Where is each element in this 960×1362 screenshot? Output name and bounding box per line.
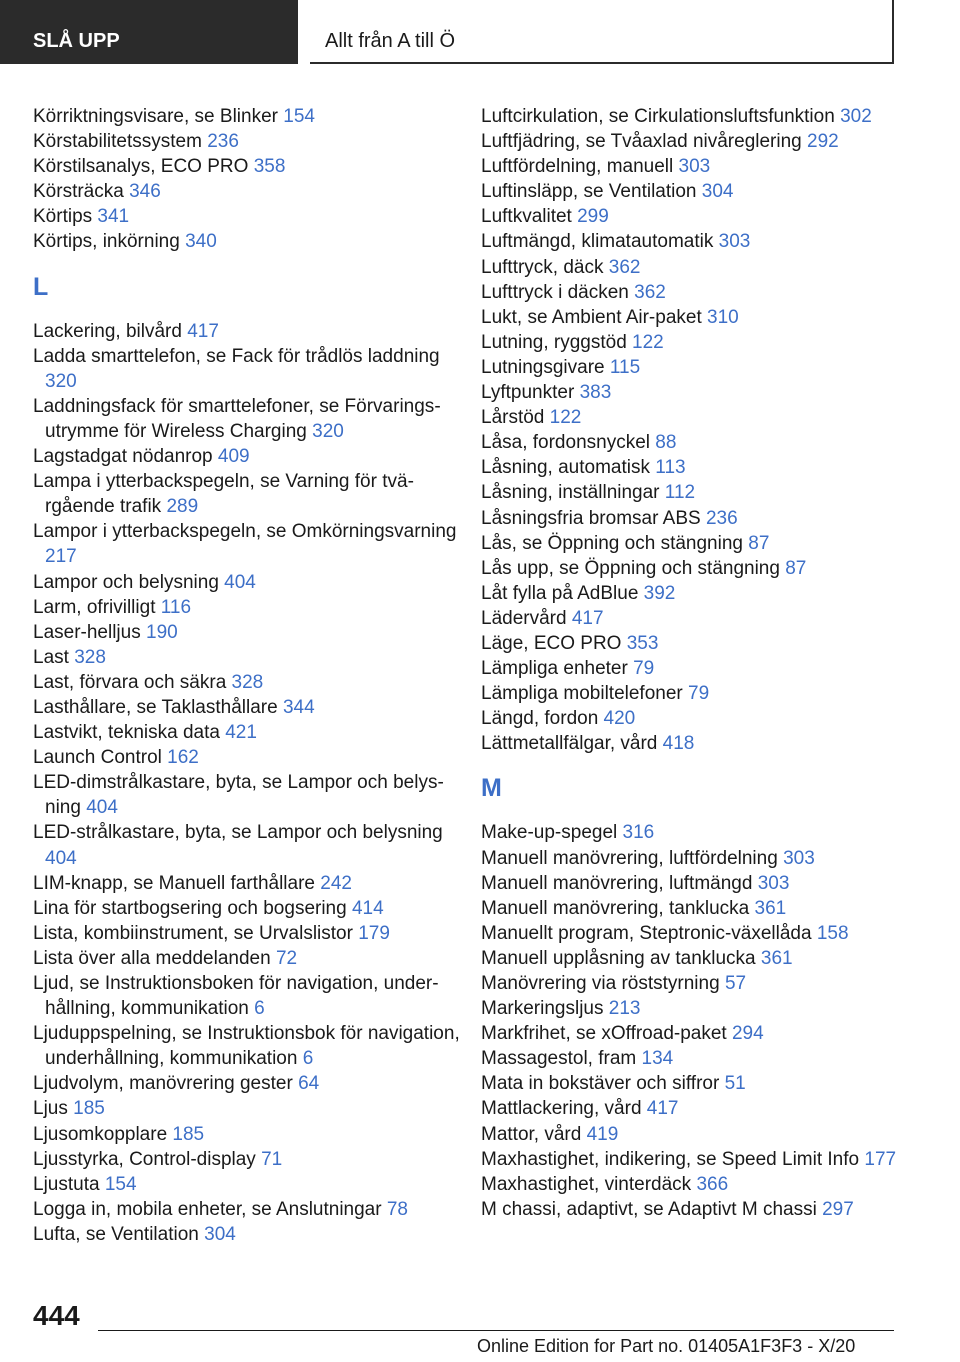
index-entry-text: Lufttryck i däcken	[481, 281, 629, 303]
page-reference-link[interactable]: 341	[97, 206, 130, 228]
page-reference-link[interactable]: 6	[302, 1048, 314, 1070]
index-entry	[481, 355, 911, 380]
index-entry-text: Laddningsfack för smarttelefoner, se Förvaringsutrymme för Wireless Charging	[33, 395, 441, 442]
index-column-left	[33, 104, 463, 1247]
page-reference-link[interactable]: 304	[204, 1223, 236, 1245]
page-reference-link[interactable]: 88	[655, 432, 677, 454]
page-reference-link[interactable]: 414	[351, 897, 384, 919]
index-entry	[33, 595, 463, 620]
index-entry-text: Lutningsgivare	[481, 356, 605, 378]
index-entry-text: LED-strålkastare, byta, se Lampor och belysning	[33, 822, 443, 844]
page-reference-link[interactable]: 294	[731, 1023, 764, 1045]
index-entry-text: Lyftpunkter	[481, 382, 575, 404]
index-entry-text: Make-up-spegel	[481, 822, 618, 844]
index-entry	[33, 620, 463, 645]
page-reference-link[interactable]: 303	[757, 872, 790, 894]
index-entry	[481, 631, 911, 656]
index-entry	[33, 921, 463, 946]
page-reference-link[interactable]: 292	[807, 131, 839, 153]
index-entry-text: Lämpliga mobiltelefoner	[481, 683, 683, 705]
index-entry	[481, 1096, 911, 1121]
index-entry-text: Manuell manövrering, luftfördelning	[481, 847, 778, 869]
index-entry-text: Lista, kombiinstrument, se Urvalslistor	[33, 922, 353, 944]
index-entry-text: Ljuduppspelning, se Instruktionsbok för navigation, underhållning, kommunikation	[33, 1023, 460, 1070]
index-entry-text: Lasthållare, se Taklasthållare	[33, 696, 278, 718]
page-reference-link[interactable]: 185	[73, 1098, 105, 1120]
index-entry	[481, 581, 911, 606]
index-entry-text: Ljus	[33, 1098, 68, 1120]
index-entry	[33, 1172, 463, 1197]
index-entry	[33, 204, 463, 229]
edition-text: Online Edition for Part no. 01405A1F3F3 - X/20	[477, 1336, 856, 1356]
page-reference-link[interactable]: 340	[185, 231, 217, 253]
page-reference-link[interactable]: 190	[146, 621, 178, 643]
index-entry-text: Luftfördelning, manuell	[481, 156, 674, 178]
index-entry	[33, 394, 463, 444]
page-reference-link[interactable]: 162	[167, 747, 199, 769]
index-entry	[481, 1147, 911, 1172]
index-entry	[33, 770, 463, 820]
index-entry-text: Längd, fordon	[481, 708, 599, 730]
index-entry-text: Manuell manövrering, tanklucka	[481, 897, 750, 919]
index-letter-heading: L	[33, 272, 49, 301]
page-reference-link[interactable]: 179	[358, 922, 390, 944]
index-entry	[33, 570, 463, 595]
index-entry-text: Ljusomkopplare	[33, 1123, 168, 1145]
index-entry-text: Lastvikt, tekniska data	[33, 722, 220, 744]
index-entry-text: Ljudvolym, manövrering gester	[33, 1073, 293, 1095]
index-entry-text: Manuell upplåsning av tanklucka	[481, 947, 756, 969]
index-entry-text: Låsning, automatisk	[481, 457, 650, 479]
page-reference-link[interactable]: 71	[261, 1148, 283, 1170]
index-entry-text: Lämpliga enheter	[481, 658, 628, 680]
page-reference-link[interactable]: 6	[254, 998, 265, 1020]
index-entry	[33, 971, 463, 1021]
index-entry-text: Mattor, vård	[481, 1123, 582, 1145]
page-reference-link[interactable]: 366	[696, 1173, 729, 1195]
page-reference-link[interactable]: 115	[609, 356, 641, 378]
page-reference-link[interactable]: 304	[701, 181, 734, 203]
index-entry-text: Lutning, ryggstöd	[481, 331, 627, 353]
page-reference-link[interactable]: 122	[549, 407, 582, 429]
page-reference-link[interactable]: 420	[603, 708, 636, 730]
chapter-tab	[310, 0, 894, 64]
index-entry	[481, 971, 911, 996]
index-entry	[33, 519, 463, 569]
index-entry	[481, 1021, 911, 1046]
page-reference-link[interactable]: 344	[282, 696, 315, 718]
index-entry	[33, 1096, 463, 1121]
index-entry	[33, 179, 463, 204]
index-entry-text: Lagstadgat nödanrop	[33, 446, 213, 468]
index-entry	[481, 154, 911, 179]
index-entry-text: Last	[33, 646, 69, 668]
index-entry-text: Luftkvalitet	[481, 206, 572, 228]
index-entry	[481, 706, 911, 731]
index-entry-text: Maxhastighet, vinterdäck	[481, 1173, 692, 1195]
page-reference-link[interactable]: 404	[86, 797, 118, 819]
page-reference-link[interactable]: 158	[816, 922, 849, 944]
index-entry	[481, 480, 911, 505]
index-entry-text: Låsa, fordonsnyckel	[481, 432, 650, 454]
page-reference-link[interactable]: 302	[840, 106, 872, 127]
index-entry-text: Lampor och belysning	[33, 571, 219, 593]
index-entry-text: Lampa i ytterbackspegeln, se Varning för tvärgående trafik	[33, 471, 414, 518]
page-reference-link[interactable]: 303	[678, 156, 711, 178]
index-entry-text: Laser-helljus	[33, 621, 141, 643]
index-entry	[481, 129, 911, 154]
page-reference-link[interactable]: 417	[646, 1098, 679, 1120]
index-entry-text: Lufttryck, däck	[481, 256, 604, 278]
index-entry	[33, 720, 463, 745]
index-entry-text: Ljusstyrka, Control-display	[33, 1148, 256, 1170]
index-entry	[33, 129, 463, 154]
index-entry-text: Last, förvara och säkra	[33, 671, 227, 693]
index-entry-text: Massagestol, fram	[481, 1048, 637, 1070]
index-entry	[33, 154, 463, 179]
index-entry	[481, 380, 911, 405]
index-entry	[481, 255, 911, 280]
index-entry-text: Lås upp, se Öppning och stängning	[481, 557, 780, 579]
index-entry-text: Körsträcka	[33, 181, 124, 203]
index-entry	[481, 430, 911, 455]
index-entry	[481, 606, 911, 631]
index-entry-text: Mata in bokstäver och siffror	[481, 1073, 720, 1095]
index-entry	[481, 405, 911, 430]
index-entry-text: Luftfjädring, se Tvåaxlad nivåreglering	[481, 131, 802, 153]
page-reference-link[interactable]: 353	[626, 632, 659, 654]
page-reference-link[interactable]: 419	[586, 1123, 619, 1145]
index-entry	[481, 556, 911, 581]
index-entry	[481, 280, 911, 305]
index-column-right	[481, 104, 911, 1222]
page-reference-link[interactable]: 79	[688, 683, 710, 705]
index-entry	[33, 444, 463, 469]
index-entry-text: Låt fylla på AdBlue	[481, 582, 639, 604]
footer-divider	[98, 1330, 894, 1331]
page-reference-link[interactable]: 134	[641, 1048, 674, 1070]
index-entry	[33, 645, 463, 670]
index-entry-text: Markfrihet, se xOffroad-paket	[481, 1023, 727, 1045]
page-reference-link[interactable]: 122	[632, 331, 664, 353]
index-entry-text: Lampor i ytterbackspegeln, se Omkörningsvarning	[33, 521, 457, 543]
index-entry	[33, 1021, 463, 1071]
index-entry-text: Ljustuta	[33, 1173, 100, 1195]
page-reference-link[interactable]: 328	[74, 646, 106, 668]
index-entry-text: Körtips, inkörning	[33, 231, 180, 253]
page-reference-link[interactable]: 236	[207, 131, 239, 153]
index-entry	[481, 1122, 911, 1147]
page-reference-link[interactable]: 72	[275, 947, 298, 969]
page-reference-link[interactable]: 404	[224, 571, 256, 593]
index-entry	[481, 455, 911, 480]
index-entry-text: M chassi, adaptivt, se Adaptivt M chassi	[481, 1198, 817, 1220]
index-entry	[481, 229, 911, 254]
page-reference-link[interactable]: 64	[298, 1073, 320, 1095]
page-reference-link[interactable]: 418	[662, 733, 695, 755]
index-entry	[33, 319, 463, 344]
index-entry-text: Läge, ECO PRO	[481, 632, 622, 654]
index-entry-text: Körriktningsvisare, se Blinker	[33, 106, 278, 127]
index-entry	[481, 506, 911, 531]
index-entry	[33, 745, 463, 770]
index-entry	[33, 1071, 463, 1096]
index-entry	[33, 871, 463, 896]
index-entry	[33, 695, 463, 720]
page-reference-link[interactable]: 78	[386, 1198, 408, 1220]
index-entry-text: Mattlackering, vård	[481, 1098, 642, 1120]
page-number: 444	[33, 1300, 80, 1331]
page-reference-link[interactable]: 236	[705, 507, 738, 529]
page-reference-link[interactable]: 328	[231, 671, 264, 693]
index-entry-text: Manuell manövrering, luftmängd	[481, 872, 753, 894]
page-header	[0, 0, 960, 66]
index-entry-text: Lås, se Öppning och stängning	[481, 532, 743, 554]
index-entry	[33, 946, 463, 971]
index-entry-text: Manövrering via röststyrning	[481, 973, 720, 994]
page-reference-link[interactable]: 297	[822, 1198, 854, 1220]
index-entry-text: Lukt, se Ambient Air-paket	[481, 306, 702, 328]
index-entry-text: Maxhastighet, indikering, se Speed Limit Info	[481, 1148, 860, 1170]
page-reference-link[interactable]: 404	[45, 847, 77, 869]
page-reference-link[interactable]: 154	[283, 106, 315, 127]
section-tab-label: SLÅ UPP	[33, 30, 120, 52]
page-reference-link[interactable]: 409	[217, 446, 250, 468]
index-entry	[481, 531, 911, 556]
index-entry	[481, 946, 911, 971]
chapter-tab-label: Allt från A till Ö	[325, 30, 456, 52]
index-entry-text: LIM-knapp, se Manuell farthållare	[33, 872, 315, 894]
page-reference-link[interactable]: 361	[754, 897, 787, 919]
page-reference-link[interactable]: 320	[45, 370, 77, 392]
index-entry	[33, 820, 463, 870]
index-entry-text: Luftcirkulation, se Cirkulationsluftsfunktion	[481, 106, 835, 127]
index-entry-text: Lina för startbogsering och bogsering	[33, 897, 347, 919]
index-entry	[33, 229, 463, 254]
page-reference-link[interactable]: 417	[571, 607, 604, 629]
index-entry	[481, 104, 911, 129]
index-entry	[481, 681, 911, 706]
index-entry	[481, 204, 911, 229]
page-reference-link[interactable]: 113	[655, 457, 686, 479]
index-entry-text: Lättmetallfälgar, vård	[481, 733, 658, 755]
index-entry-text: Luftinsläpp, se Ventilation	[481, 181, 697, 203]
index-entry	[33, 344, 463, 394]
page-reference-link[interactable]: 217	[45, 546, 77, 568]
index-entry-text: Låsning, inställningar	[481, 482, 660, 504]
page-reference-link[interactable]: 320	[312, 420, 344, 442]
index-entry-text: Launch Control	[33, 747, 162, 769]
index-entry	[33, 1147, 463, 1172]
page-reference-link[interactable]: 316	[622, 822, 655, 844]
index-entry-text: Låsningsfria bromsar ABS	[481, 507, 701, 529]
index-entry	[33, 1122, 463, 1147]
index-entry-text: Körstilsanalys, ECO PRO	[33, 156, 249, 178]
index-entry	[33, 104, 463, 129]
index-entry	[33, 469, 463, 519]
index-entry	[481, 179, 911, 204]
page-reference-link[interactable]: 177	[864, 1148, 897, 1170]
index-entry-text: Lista över alla meddelanden	[33, 947, 271, 969]
page-reference-link[interactable]: 242	[320, 872, 352, 894]
index-entry-text: Luftmängd, klimatautomatik	[481, 231, 714, 253]
page-reference-link[interactable]: 116	[160, 596, 192, 618]
index-entry-text: Lårstöd	[481, 407, 545, 429]
index-entry	[481, 330, 911, 355]
page-reference-link[interactable]: 51	[724, 1073, 746, 1095]
page-reference-link[interactable]: 310	[707, 306, 739, 328]
index-entry	[481, 921, 911, 946]
page-reference-link[interactable]: 213	[608, 998, 641, 1020]
index-entry	[481, 305, 911, 330]
index-entry-text: Lackering, bilvård	[33, 320, 182, 342]
page-reference-link[interactable]: 383	[579, 382, 612, 404]
index-entry	[481, 896, 911, 921]
page-reference-link[interactable]: 87	[785, 557, 807, 579]
page-reference-link[interactable]: 392	[643, 582, 676, 604]
index-entry	[33, 1197, 463, 1222]
page-reference-link[interactable]: 87	[748, 532, 770, 554]
index-entry	[481, 731, 911, 756]
index-entry	[481, 846, 911, 871]
index-entry-text: Ljud, se Instruktionsboken för navigation, underhållning, kommunikation	[33, 973, 439, 1020]
index-entry	[481, 871, 911, 896]
page-reference-link[interactable]: 421	[225, 722, 257, 744]
page-reference-link[interactable]: 361	[760, 947, 793, 969]
index-entry	[481, 820, 911, 845]
page-reference-link[interactable]: 112	[664, 482, 696, 504]
page-reference-link[interactable]: 299	[577, 206, 609, 228]
page-reference-link[interactable]: 362	[634, 281, 666, 303]
page-reference-link[interactable]: 57	[724, 973, 747, 994]
index-entry	[33, 1222, 463, 1247]
index-entry	[481, 996, 911, 1021]
index-entry-text: Manuellt program, Steptronic-växellåda	[481, 922, 812, 944]
index-entry	[33, 896, 463, 921]
index-entry	[481, 1197, 911, 1222]
index-entry-text: Markeringsljus	[481, 998, 604, 1020]
page-reference-link[interactable]: 303	[783, 847, 815, 869]
page-reference-link[interactable]: 303	[718, 231, 751, 253]
index-entry	[481, 1046, 911, 1071]
index-entry-text: LED-dimstrålkastare, byta, se Lampor och belysning	[33, 772, 444, 819]
page-reference-link[interactable]: 346	[129, 181, 161, 203]
index-entry-text: Körstabilitetssystem	[33, 131, 202, 153]
page-reference-link[interactable]: 79	[633, 658, 655, 680]
page-reference-link[interactable]: 154	[104, 1173, 137, 1195]
page-reference-link[interactable]: 362	[608, 256, 641, 278]
index-entry	[481, 1071, 911, 1096]
index-entry-text: Lädervård	[481, 607, 567, 629]
page-reference-link[interactable]: 185	[172, 1123, 205, 1145]
page-reference-link[interactable]: 289	[166, 496, 199, 518]
index-entry	[481, 1172, 911, 1197]
index-letter-heading: M	[481, 774, 502, 803]
index-entry	[33, 670, 463, 695]
index-entry-text: Lufta, se Ventilation	[33, 1223, 199, 1245]
index-entry-text: Körtips	[33, 206, 93, 228]
index-entry-text: Logga in, mobila enheter, se Anslutningar	[33, 1198, 382, 1220]
page-reference-link[interactable]: 358	[253, 156, 286, 178]
index-entry-text: Ladda smarttelefon, se Fack för trådlös laddning	[33, 345, 440, 367]
page-reference-link[interactable]: 417	[187, 320, 219, 342]
index-entry	[481, 656, 911, 681]
section-tab	[0, 0, 298, 64]
index-entry-text: Larm, ofrivilligt	[33, 596, 156, 618]
